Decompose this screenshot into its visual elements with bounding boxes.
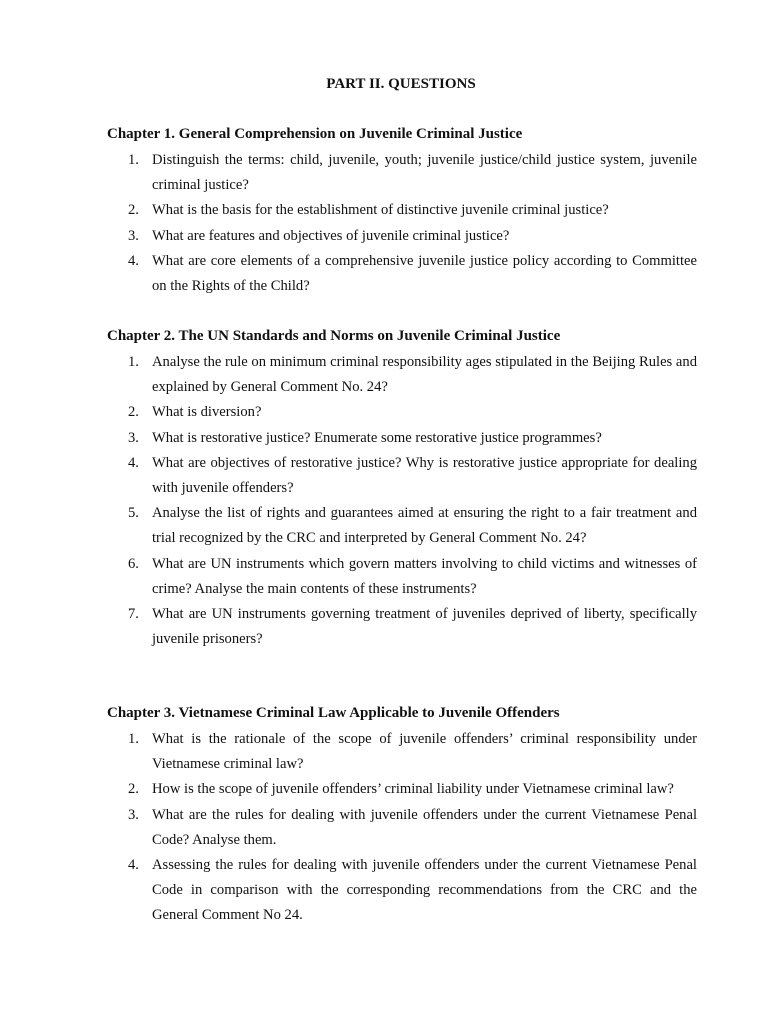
question-item [107,501,697,551]
question-item [107,249,697,299]
question-text: What is restorative justice? Enumerate some restorative justice programmes? [152,429,602,446]
question-text: What are the rules for dealing with juvenile offenders under the current Vietnamese Penal Code? Analyse them. [152,806,697,848]
chapter-2-section [107,326,707,652]
question-text: What is the rationale of the scope of juvenile offenders’ criminal responsibility under Vietnamese criminal law? [152,731,697,773]
question-text: Analyse the list of rights and guarantees aimed at ensuring the right to a fair treatment and trial recognized by the CRC and interpreted by General Comment No. 24? [152,505,697,547]
question-text: What is diversion? [152,404,262,421]
question-number: 2. [128,202,139,219]
chapter-3-section [107,703,707,929]
question-text: What are UN instruments which govern matters involving to child victims and witnesses of crime? Analyse the main contents of these instruments? [152,555,697,597]
question-number: 4. [128,454,139,471]
question-text: How is the scope of juvenile offenders’ criminal liability under Vietnamese criminal law? [152,781,674,798]
question-number: 3. [128,429,139,446]
question-number: 4. [128,252,139,269]
question-text: What are UN instruments governing treatment of juveniles deprived of liberty, specifically juvenile prisoners? [152,606,697,648]
question-number: 1. [128,354,139,370]
question-item [107,350,697,400]
question-item [107,451,697,501]
question-item [107,853,697,929]
question-item [107,602,697,652]
chapter-1-section [107,124,707,299]
question-number: 7. [128,606,139,623]
question-text: Distinguish the terms: child, juvenile, youth; juvenile justice/child justice system, juvenile criminal justice? [152,152,697,194]
question-text: What are features and objectives of juvenile criminal justice? [152,227,510,244]
question-text: Analyse the rule on minimum criminal responsibility ages stipulated in the Beijing Rules and explained by General Comment No. 24? [152,354,697,396]
question-number: 1. [128,152,139,168]
question-text: What are objectives of restorative justice? Why is restorative justice appropriate for dealing with juvenile offenders? [152,454,697,497]
question-item [107,148,697,198]
question-number: 3. [128,806,139,823]
chapter-1-heading: Chapter 1. General Comprehension on Juvenile Criminal Justice [107,126,523,142]
question-number: 6. [128,555,139,572]
question-number: 3. [128,227,139,244]
chapter-3-heading: Chapter 3. Vietnamese Criminal Law Applicable to Juvenile Offenders [107,705,560,721]
chapter-2-heading: Chapter 2. The UN Standards and Norms on Juvenile Criminal Justice [107,328,561,344]
question-item [107,198,697,223]
question-number: 2. [128,404,139,421]
chapter-2-question-list [107,350,707,652]
chapter-1-question-list [107,148,707,299]
question-item [107,777,697,802]
question-number: 5. [128,505,139,522]
question-text: What is the basis for the establishment of distinctive juvenile criminal justice? [152,202,609,219]
question-item [107,400,697,425]
question-number: 2. [128,781,139,798]
question-item [107,552,697,602]
page-title: PART II. QUESTIONS [326,76,476,92]
question-item [107,224,697,249]
question-text: Assessing the rules for dealing with juvenile offenders under the current Vietnamese Penal Code in comparison with the corresponding recommendations from the CRC and the General Comment No 24. [152,857,697,924]
question-number: 1. [128,731,139,747]
question-item [107,727,697,777]
chapter-3-question-list [107,727,707,929]
question-number: 4. [128,857,139,874]
question-text: What are core elements of a comprehensive juvenile justice policy according to Committee on the Rights of the Child? [152,252,697,295]
question-item [107,803,697,853]
question-item [107,426,697,451]
